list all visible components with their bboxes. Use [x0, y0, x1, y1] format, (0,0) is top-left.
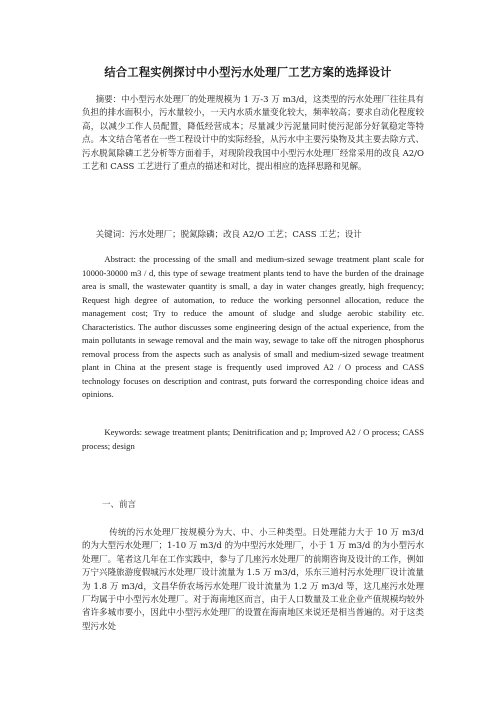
abstract-chinese: 摘要：中小型污水处理厂的处理规模为 1 万-3 万 m3/d，这类型的污水处理厂往往具有负担的排水面积小，污水量较小，一天内水质水量变化较大，频率较高；要求自动化程度较高，以减少工作人员配置，降低经营成本；尽量减少污泥量同时使污泥部分好氧稳定等特点。本文结合笔者在一些工程设计中的实际经验，从污水中主要污染物及其主要去除方式、污水脱氮除磷工艺分析等方面着手，对现阶段我国中小型污水处理厂经常采用的改良 A2/O 工艺和 CASS 工艺进行了重点的描述和对比，提出相应的选择思路和见解。	[82, 95, 424, 173]
keywords-english: Keywords: sewage treatment plants; Denitrification and p; Improved A2 / O process; CASS process; design	[82, 427, 424, 451]
introduction-paragraph: 传统的污水处理厂按规模分为大、中、小三种类型。日处理能力大于 10 万 m3/d 的为大型污水处理厂；1-10 万 m3/d 的为中型污水处理厂，小于 1 万 m3/d 的为小型污水处理厂。笔者这几年在工作实践中，参与了几座污水处理厂的前期咨询及设计的工作，例如万宁兴隆旅游度假城污水处理厂设计流量为 1.5 万 m3/d，乐东三道村污水处理厂设计流量为 1.8 万 m3/d，文昌华侨农场污水处理厂设计流量为 1.2 万 m3/d 等，这几座污水处理厂均属于中小型污水处理厂。对于海南地区而言，由于人口数量及工业企业产值规模均较外省许多城市要小，因此中小型污水处理厂的设置在海南地区来说还是相当普遍的。对于这类型污水处	[82, 528, 424, 632]
abstract-english: Abstract: the processing of the small and medium-sized sewage treatment plant scale for 10000-30000 m3 / d, this type of sewage treatment plants tend to have the burden of the drainage area is small, the wastewater quantity is small, a day in water changes greatly, high frequency; Request high degree of automation, to reduce the working personnel allocation, reduce the management cost; Try to reduce the amount of sludge and sludge aerobic stability etc. Characteristics. The author discusses some engineering design of the actual experience, from the main pollutants in sewage removal and the main way, sewage to take off the nitrogen phosphorus removal process from the aspects such as analysis of small and medium-sized sewage treatment plant in China at the present stage is frequently used improved A2 / O process and CASS technology focuses on description and contrast, puts forward the corresponding choice ideas and opinions.	[82, 254, 424, 399]
document-title: 结合工程实例探讨中小型污水处理厂工艺方案的选择设计	[104, 65, 392, 79]
section-heading-introduction: 一、前言	[102, 500, 137, 510]
keywords-chinese: 关键词：污水处理厂；脱氮除磷；改良 A2/O 工艺；CASS 工艺；设计	[95, 230, 362, 240]
